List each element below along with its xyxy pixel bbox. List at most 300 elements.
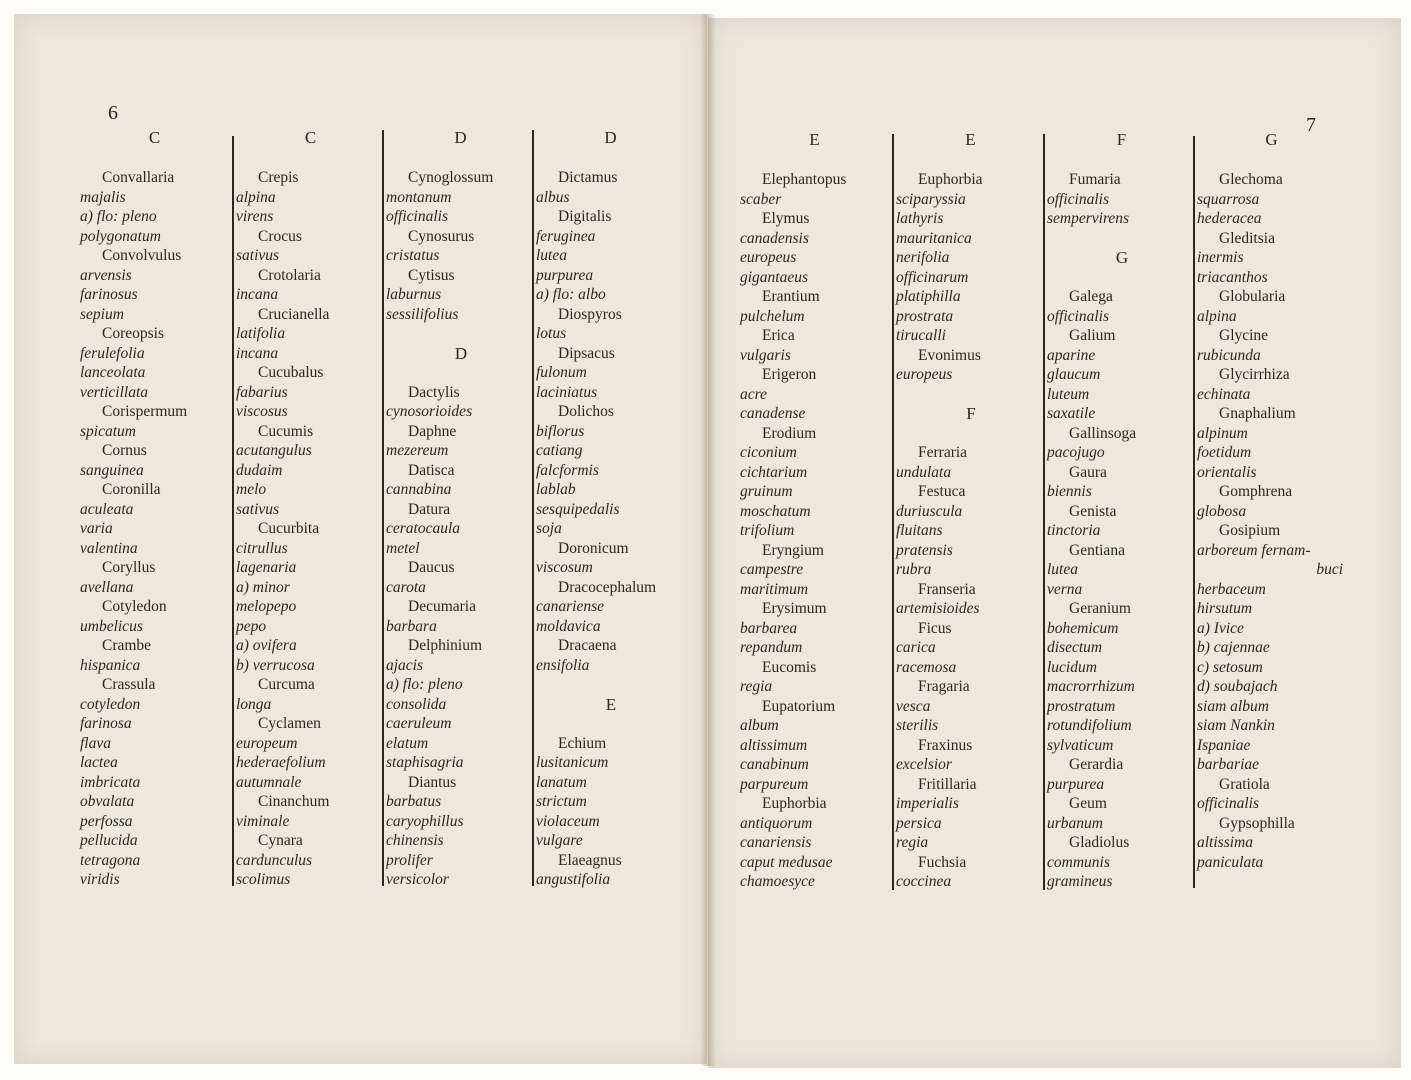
column-rule xyxy=(1043,134,1045,890)
species-epithet: angustifolia xyxy=(536,871,611,888)
genus-name: Erigeron xyxy=(762,366,817,383)
column-letter-header: E xyxy=(965,130,977,149)
species-epithet: barbariae xyxy=(1197,756,1259,773)
species-epithet: flava xyxy=(80,734,111,752)
species-epithet: tinctoria xyxy=(1047,522,1101,539)
blank-line xyxy=(1047,268,1197,288)
species-epithet: pepo xyxy=(236,617,267,635)
species-epithet: valentina xyxy=(80,539,138,557)
species-epithet: barbarea xyxy=(740,619,798,637)
genus-name: Euphorbia xyxy=(918,171,983,188)
species-epithet: canariensis xyxy=(740,834,812,851)
species-epithet: europeus xyxy=(740,249,797,266)
species-epithet: luteum xyxy=(1047,385,1090,403)
species-epithet: racemosa xyxy=(896,658,957,676)
genus-name: Gosipium xyxy=(1219,522,1281,539)
species-epithet: avellana xyxy=(80,578,134,596)
species-epithet: arboreum fernam- xyxy=(1197,541,1311,559)
species-epithet: verna xyxy=(1047,580,1083,598)
genus-name: Datisca xyxy=(408,461,455,479)
species-epithet: incana xyxy=(236,286,279,303)
genus-name: Cynosurus xyxy=(408,227,475,245)
plant-list xyxy=(740,170,890,892)
species-epithet: a) Ivice xyxy=(1197,619,1244,637)
species-epithet: perfossa xyxy=(80,812,133,830)
species-epithet: sempervirens xyxy=(1047,210,1130,227)
section-letter: G xyxy=(1115,248,1129,267)
species-continuation: buci xyxy=(1316,561,1343,578)
species-epithet: ceratocaula xyxy=(386,520,461,537)
genus-name: Gallinsoga xyxy=(1069,424,1137,442)
species-epithet: altissimum xyxy=(740,736,808,754)
species-epithet: violaceum xyxy=(536,812,600,830)
genus-name: Cotyledon xyxy=(102,598,167,615)
genus-name: Dactylis xyxy=(408,383,460,401)
plant-list xyxy=(236,168,386,890)
species-epithet: communis xyxy=(1047,853,1110,871)
genus-name: Erantium xyxy=(762,288,820,305)
species-epithet: barbara xyxy=(386,617,437,635)
genus-name: Gratiola xyxy=(1219,775,1270,793)
page-number-left: 6 xyxy=(108,102,118,124)
species-epithet: aparine xyxy=(1047,346,1096,364)
section-letter: D xyxy=(454,343,468,363)
genus-name: Glycine xyxy=(1219,327,1269,344)
species-epithet: lanceolata xyxy=(80,364,146,381)
species-epithet: officinalis xyxy=(1197,795,1259,812)
blank-line xyxy=(536,714,686,734)
genus-name: Daphne xyxy=(408,422,457,440)
genus-name: Euphorbia xyxy=(762,795,827,812)
species-epithet: nerifolia xyxy=(896,249,950,266)
species-epithet: sesquipedalis xyxy=(536,500,620,518)
genus-name: Convallaria xyxy=(102,169,175,186)
genus-name: Coryllus xyxy=(102,559,156,576)
species-epithet: a) flo: pleno xyxy=(386,676,463,693)
species-epithet: laburnus xyxy=(386,286,442,303)
species-epithet: lotus xyxy=(536,325,567,342)
species-epithet: biennis xyxy=(1047,483,1092,500)
genus-name: Gomphrena xyxy=(1219,483,1293,500)
species-epithet: carica xyxy=(896,639,936,656)
genus-name: Erodium xyxy=(762,424,817,442)
species-epithet: parpureum xyxy=(740,775,809,793)
species-epithet: hederacea xyxy=(1197,210,1262,227)
species-epithet: b) cajennae xyxy=(1197,639,1270,656)
species-epithet: arvensis xyxy=(80,266,132,284)
species-epithet: trifolium xyxy=(740,522,795,539)
genus-name: Decumaria xyxy=(408,598,476,615)
genus-name: Gypsophilla xyxy=(1219,814,1295,832)
species-epithet: platiphilla xyxy=(896,288,961,305)
species-epithet: staphisagria xyxy=(386,754,464,771)
genus-name: Dipsacus xyxy=(558,344,615,362)
genus-name: Datura xyxy=(408,500,451,518)
species-epithet: viscosum xyxy=(536,559,593,576)
genus-name: Dracocephalum xyxy=(558,578,657,596)
species-epithet: chamoesyce xyxy=(740,873,815,890)
species-epithet: tirucalli xyxy=(896,327,946,344)
blank-line xyxy=(896,385,1046,405)
plant-list xyxy=(1047,170,1197,892)
species-epithet: campestre xyxy=(740,561,804,578)
species-epithet: a) flo: pleno xyxy=(80,208,157,225)
species-epithet: glaucum xyxy=(1047,366,1101,383)
species-epithet: siam album xyxy=(1197,697,1269,715)
species-epithet: urbanum xyxy=(1047,814,1103,832)
species-epithet: pratensis xyxy=(896,541,953,559)
species-epithet: tetragona xyxy=(80,851,141,869)
species-epithet: barbatus xyxy=(386,793,442,810)
species-epithet: a) ovifera xyxy=(236,637,297,654)
genus-name: Crotolaria xyxy=(258,266,321,284)
species-epithet: altissima xyxy=(1197,834,1253,851)
species-epithet: dudaim xyxy=(236,461,283,479)
species-epithet: a) flo: albo xyxy=(536,286,606,303)
species-epithet: caput medusae xyxy=(740,853,833,871)
species-epithet: melopepo xyxy=(236,598,297,615)
species-epithet: mauritanica xyxy=(896,229,972,247)
genus-name: Daucus xyxy=(408,559,455,576)
genus-name: Eupatorium xyxy=(762,697,836,715)
column-letter-header: G xyxy=(1265,130,1279,149)
species-epithet: album xyxy=(740,717,779,734)
species-epithet: lusitanicum xyxy=(536,754,609,771)
blank-line xyxy=(896,424,1046,444)
species-epithet: saxatile xyxy=(1047,405,1096,422)
genus-name: Glycirrhiza xyxy=(1219,366,1290,383)
species-epithet: albus xyxy=(536,188,570,206)
species-epithet: purpurea xyxy=(536,266,594,284)
blank-line xyxy=(536,675,686,695)
genus-name: Delphinium xyxy=(408,637,483,654)
species-epithet: rubra xyxy=(896,561,932,578)
species-epithet: cichtarium xyxy=(740,463,808,481)
genus-name: Elaeagnus xyxy=(558,851,622,869)
section-letter: E xyxy=(605,694,617,714)
genus-name: Cynoglossum xyxy=(408,169,494,186)
species-epithet: viridis xyxy=(80,871,120,888)
species-epithet: melo xyxy=(236,481,267,498)
species-epithet: triacanthos xyxy=(1197,268,1268,286)
genus-name: Geum xyxy=(1069,795,1107,812)
species-epithet: caeruleum xyxy=(386,715,452,732)
genus-name: Galium xyxy=(1069,327,1116,344)
genus-name: Cinanchum xyxy=(258,793,330,810)
genus-name: Elymus xyxy=(762,210,810,227)
blank-line xyxy=(386,324,536,344)
genus-name: Festuca xyxy=(918,483,966,500)
species-epithet: prostratum xyxy=(1047,697,1116,715)
plant-list xyxy=(536,168,686,890)
species-epithet: sessilifolius xyxy=(386,305,459,323)
species-epithet: repandum xyxy=(740,639,803,656)
species-epithet: moldavica xyxy=(536,617,601,635)
genus-name: Diantus xyxy=(408,773,457,791)
species-epithet: metel xyxy=(386,539,420,557)
species-epithet: maritimum xyxy=(740,580,809,598)
species-epithet: cynosorioides xyxy=(386,403,473,420)
species-epithet: caryophillus xyxy=(386,812,464,830)
species-epithet: globosa xyxy=(1197,502,1247,520)
column-rule xyxy=(892,134,894,890)
species-epithet: cannabina xyxy=(386,481,452,498)
genus-name: Convolvulus xyxy=(102,247,182,264)
species-epithet: gramineus xyxy=(1047,873,1113,890)
species-epithet: europeum xyxy=(236,734,298,752)
species-epithet: excelsior xyxy=(896,756,952,773)
genus-name: Coreopsis xyxy=(102,325,164,342)
species-epithet: sanguinea xyxy=(80,461,144,479)
genus-name: Coronilla xyxy=(102,481,161,498)
species-epithet: chinensis xyxy=(386,832,444,849)
genus-name: Echium xyxy=(558,734,607,752)
column-rule xyxy=(1193,136,1195,888)
species-epithet: inermis xyxy=(1197,249,1244,266)
column-rule xyxy=(232,136,234,886)
species-epithet: majalis xyxy=(80,188,126,206)
species-epithet: rotundifolium xyxy=(1047,717,1132,734)
species-epithet: verticillata xyxy=(80,383,149,401)
species-epithet: fluitans xyxy=(896,522,943,539)
genus-name: Digitalis xyxy=(558,208,612,225)
species-epithet: b) verrucosa xyxy=(236,656,315,674)
genus-name: Crambe xyxy=(102,637,152,654)
species-epithet: moschatum xyxy=(740,502,811,520)
species-epithet: lablab xyxy=(536,481,576,498)
book-gutter xyxy=(700,14,716,1066)
genus-name: Ficus xyxy=(918,619,952,637)
genus-name: Dracaena xyxy=(558,637,617,654)
species-epithet: regia xyxy=(896,834,929,851)
species-epithet: viminale xyxy=(236,812,290,830)
species-epithet: coccinea xyxy=(896,873,952,890)
column-rule xyxy=(532,130,534,886)
species-epithet: pacojugo xyxy=(1047,444,1105,461)
species-epithet: alpina xyxy=(1197,307,1237,325)
species-epithet: squarrosa xyxy=(1197,190,1260,208)
species-epithet: c) setosum xyxy=(1197,658,1263,676)
species-epithet: d) soubajach xyxy=(1197,678,1278,695)
genus-name: Dolichos xyxy=(558,403,614,420)
species-epithet: foetidum xyxy=(1197,444,1252,461)
column-letter-header: D xyxy=(604,128,618,147)
species-epithet: lutea xyxy=(536,247,567,264)
species-epithet: polygonatum xyxy=(80,227,161,245)
species-epithet: ciconium xyxy=(740,444,797,461)
species-epithet: sativus xyxy=(236,247,280,264)
genus-name: Erica xyxy=(762,327,795,344)
genus-name: Gaura xyxy=(1069,463,1107,481)
species-epithet: versicolor xyxy=(386,871,449,888)
genus-name: Glechoma xyxy=(1219,171,1283,188)
genus-name: Fritillaria xyxy=(918,775,977,793)
species-epithet: a) minor xyxy=(236,578,290,596)
species-epithet: rubicunda xyxy=(1197,346,1261,364)
species-epithet: sylvaticum xyxy=(1047,736,1114,754)
species-epithet: elatum xyxy=(386,734,429,752)
species-epithet: fulonum xyxy=(536,364,587,381)
species-epithet: autumnale xyxy=(236,773,302,791)
column-letter-header: C xyxy=(304,128,318,147)
species-epithet: Ispaniae xyxy=(1197,736,1251,754)
species-epithet: artemisioides xyxy=(896,600,980,617)
species-epithet: farinosa xyxy=(80,715,132,732)
genus-name: Cornus xyxy=(102,442,147,459)
species-epithet: paniculata xyxy=(1197,853,1264,871)
species-epithet: prolifer xyxy=(386,851,433,869)
column-letter-header: E xyxy=(809,130,821,149)
genus-name: Cucurbita xyxy=(258,520,320,537)
species-epithet: ferulefolia xyxy=(80,344,145,362)
genus-name: Doronicum xyxy=(558,539,629,557)
species-epithet: hirsutum xyxy=(1197,600,1253,617)
species-epithet: imbricata xyxy=(80,773,141,791)
genus-name: Diospyros xyxy=(558,305,622,323)
species-epithet: canadensis xyxy=(740,229,809,247)
species-epithet: scolimus xyxy=(236,871,291,888)
genus-name: Gleditsia xyxy=(1219,229,1275,247)
species-epithet: lactea xyxy=(80,754,118,771)
species-epithet: pulchelum xyxy=(740,307,805,325)
species-epithet: fabarius xyxy=(236,383,288,401)
section-letter: F xyxy=(966,404,976,423)
species-epithet: umbelicus xyxy=(80,617,143,635)
genus-name: Franseria xyxy=(918,580,976,598)
plant-list xyxy=(80,168,230,890)
genus-name: Dictamus xyxy=(558,169,618,186)
species-epithet: lanatum xyxy=(536,773,587,791)
species-epithet: officinalis xyxy=(1047,307,1109,325)
genus-name: Geranium xyxy=(1069,600,1131,617)
species-epithet: gruinum xyxy=(740,483,793,500)
species-epithet: montanum xyxy=(386,188,452,206)
species-epithet: purpurea xyxy=(1047,775,1105,793)
species-epithet: bohemicum xyxy=(1047,619,1119,637)
genus-name: Ferraria xyxy=(918,444,968,461)
species-epithet: lagenaria xyxy=(236,559,297,576)
genus-name: Crucianella xyxy=(258,305,330,323)
column-letter-header: F xyxy=(1116,130,1128,149)
genus-name: Fraxinus xyxy=(918,736,973,754)
species-epithet: sciparyssia xyxy=(896,190,966,208)
genus-name: Erysimum xyxy=(762,600,827,617)
plant-list xyxy=(386,168,536,890)
species-epithet: spicatum xyxy=(80,422,136,440)
genus-name: Galega xyxy=(1069,288,1113,305)
species-epithet: alpina xyxy=(236,188,276,206)
species-epithet: virens xyxy=(236,208,274,225)
genus-name: Cytisus xyxy=(408,266,455,284)
species-epithet: siam Nankin xyxy=(1197,717,1275,734)
species-epithet: pellucida xyxy=(80,832,138,849)
species-epithet: ajacis xyxy=(386,656,424,674)
genus-name: Cyclamen xyxy=(258,715,321,732)
species-epithet: carota xyxy=(386,578,426,596)
species-epithet: vulgaris xyxy=(740,346,791,364)
column-letter-header: C xyxy=(148,128,162,147)
blank-line xyxy=(1047,229,1197,249)
plant-list xyxy=(896,170,1046,892)
species-epithet: varia xyxy=(80,520,113,537)
genus-name: Cucubalus xyxy=(258,364,324,381)
species-epithet: regia xyxy=(740,678,773,695)
species-epithet: canariense xyxy=(536,598,605,615)
species-epithet: gigantaeus xyxy=(740,268,809,286)
genus-name: Gentiana xyxy=(1069,541,1125,559)
species-epithet: canabinum xyxy=(740,756,809,773)
species-epithet: cristatus xyxy=(386,247,440,264)
species-epithet: laciniatus xyxy=(536,383,598,401)
species-epithet: hederaefolium xyxy=(236,754,326,771)
species-epithet: ensifolia xyxy=(536,656,590,674)
species-epithet: feruginea xyxy=(536,227,596,245)
species-epithet: cotyledon xyxy=(80,695,141,713)
species-epithet: catiang xyxy=(536,442,583,459)
species-epithet: echinata xyxy=(1197,385,1251,403)
genus-name: Eucomis xyxy=(762,658,817,676)
species-epithet: officinalis xyxy=(1047,190,1109,208)
species-epithet: lucidum xyxy=(1047,658,1097,676)
species-epithet: falcformis xyxy=(536,461,599,479)
species-epithet: herbaceum xyxy=(1197,580,1266,598)
genus-name: Fuchsia xyxy=(918,853,967,871)
species-epithet: acre xyxy=(740,385,767,403)
species-epithet: antiquorum xyxy=(740,814,813,832)
species-epithet: obvalata xyxy=(80,793,135,810)
species-epithet: cardunculus xyxy=(236,851,313,869)
species-epithet: strictum xyxy=(536,793,587,810)
species-epithet: canadense xyxy=(740,405,806,422)
species-epithet: persica xyxy=(896,814,942,832)
column-rule xyxy=(382,130,384,886)
species-epithet: latifolia xyxy=(236,325,286,342)
page-number-right: 7 xyxy=(1306,114,1316,136)
genus-name: Crocus xyxy=(258,227,302,245)
genus-name: Crassula xyxy=(102,676,156,693)
genus-name: Fragaria xyxy=(918,678,970,695)
species-epithet: officinalis xyxy=(386,208,448,225)
column-letter-header: D xyxy=(454,128,468,147)
species-epithet: vesca xyxy=(896,697,931,715)
species-epithet: consolida xyxy=(386,695,447,713)
species-epithet: mezereum xyxy=(386,442,449,459)
species-epithet: macrorrhizum xyxy=(1047,678,1135,695)
genus-name: Corispermum xyxy=(102,403,188,420)
genus-name: Evonimus xyxy=(918,346,981,364)
species-epithet: vulgare xyxy=(536,832,583,849)
species-epithet: lathyris xyxy=(896,210,944,227)
species-epithet: sterilis xyxy=(896,717,939,734)
species-epithet: aculeata xyxy=(80,500,134,518)
species-epithet: longa xyxy=(236,695,272,713)
species-epithet: viscosus xyxy=(236,403,288,420)
species-epithet: acutangulus xyxy=(236,442,312,459)
species-epithet: europeus xyxy=(896,366,953,383)
species-epithet: imperialis xyxy=(896,795,959,812)
species-epithet: disectum xyxy=(1047,639,1103,656)
species-epithet: sativus xyxy=(236,500,280,518)
species-epithet: farinosus xyxy=(80,286,138,303)
genus-name: Eryngium xyxy=(762,541,824,559)
genus-name: Gnaphalium xyxy=(1219,405,1296,422)
genus-name: Cucumis xyxy=(258,422,314,440)
genus-name: Cynara xyxy=(258,832,303,849)
genus-name: Genista xyxy=(1069,502,1117,520)
genus-name: Fumaria xyxy=(1069,171,1121,188)
genus-name: Elephantopus xyxy=(762,171,847,188)
species-epithet: lutea xyxy=(1047,561,1078,578)
